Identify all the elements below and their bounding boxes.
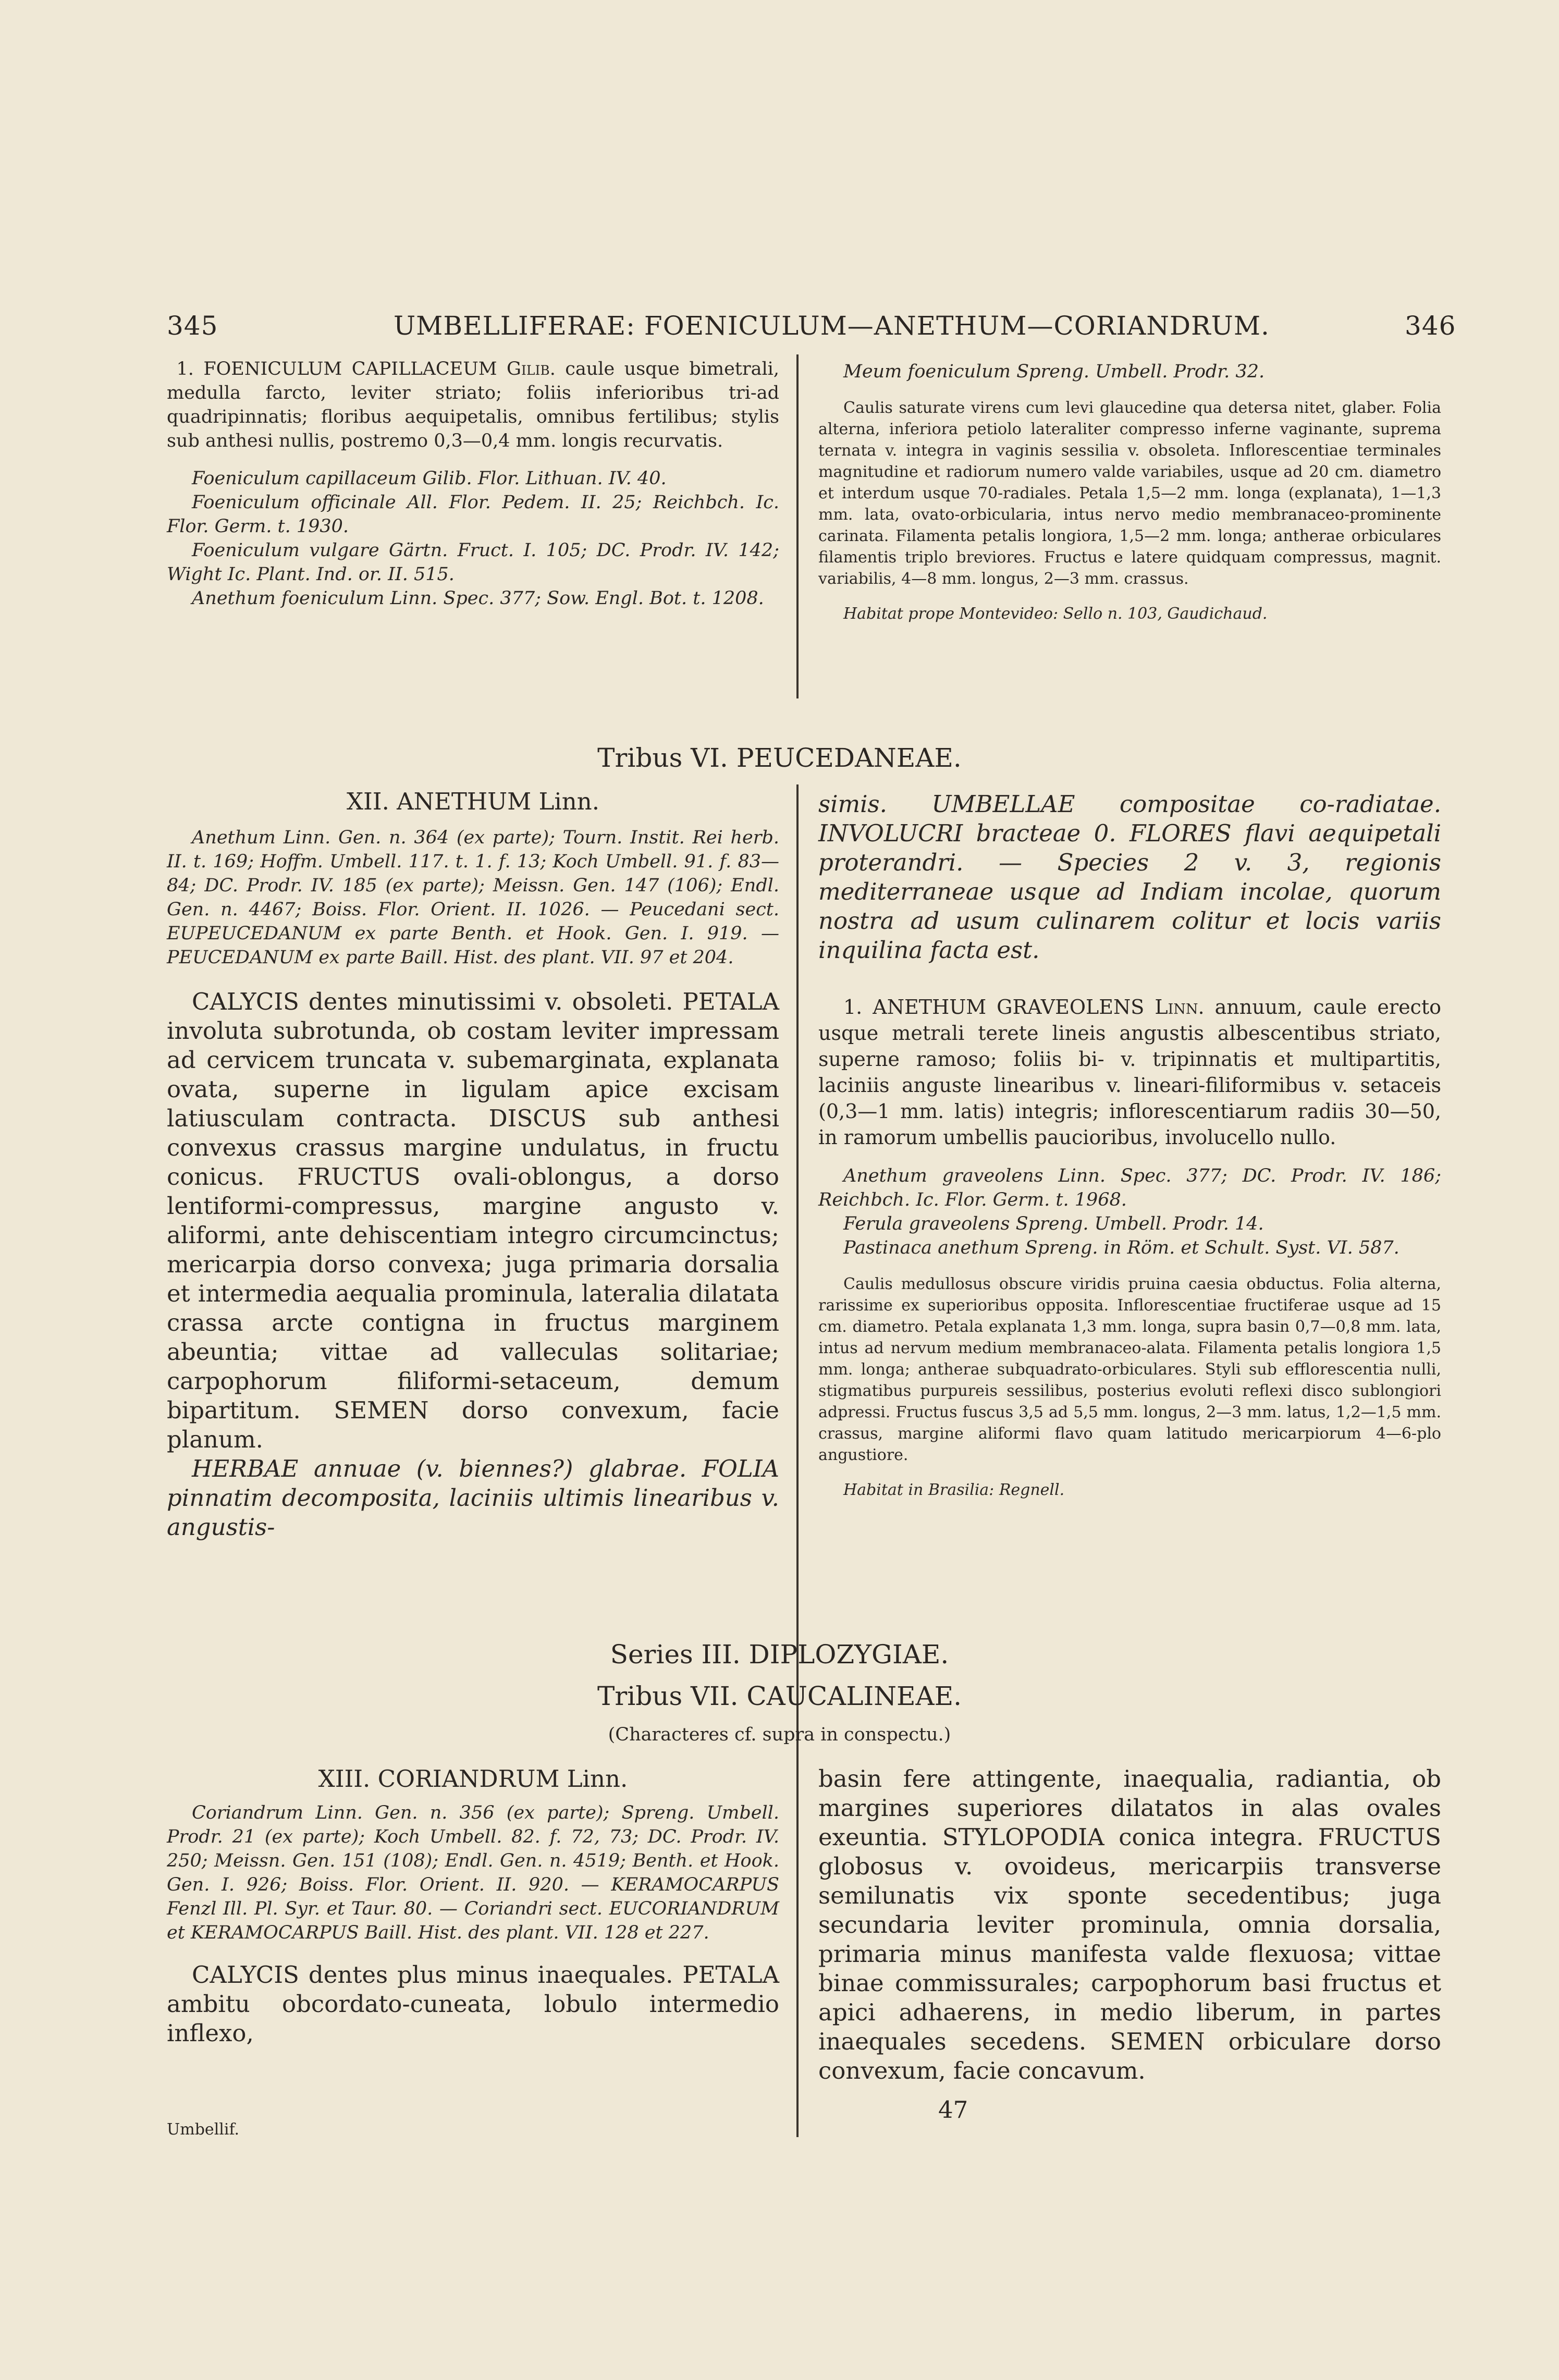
- page-number-left: 345: [167, 311, 218, 341]
- species-description: annuum, caule erecto usque metrali terete lineis angustis albescentibus striato, superne ramoso; foliis bi- v. tripinnatis et multipartitis, laciniis anguste linearibus v. lineari-filiformibus v. setaceis (0,3—1 mm. latis) integris; inflorescentiarum radiis 30—50, in ramorum umbellis paucioribus, involucello nullo.: [818, 996, 1441, 1149]
- genus-description: CALYCIS dentes minutissimi v. obsoleti. PETALA involuta subrotunda, ob costam leviter impressam ad cervicem truncata v. subemarginata, explanata ovata, superne in ligulam apice excisam latiusculam contracta. DISCUS sub anthesi convexus crassus margine undulatus, in fructu conicus. FRUCTUS ovali-oblongus, a dorso lentiformi-compressus, margine angusto v. aliformi, ante dehiscentiam integro circumcinctus; mericarpia dorso convexa; juga primaria dorsalia et intermedia aequalia prominula, lateralia dilatata crassa arcte contigna in fructus marginem abeuntia; vittae ad valleculas solitariae; carpophorum filiformi-setaceum, demum bipartitum. SEMEN dorso convexum, facie planum.: [167, 988, 779, 1453]
- synonym-ref: Foeniculum officinale All. Flor. Pedem. II. 25; Reichbch. Ic. Flor. Germ. t. 1930.: [167, 492, 779, 537]
- foeniculum-notes: [818, 360, 1441, 624]
- species-notes: Caulis medullosus obscure viridis pruina caesia obductus. Folia alterna, rarissime ex superioribus opposita. Inflorescentiae fructiferae usque ad 15 cm. diametro. Petala explanata 1,3 mm. longa, supra basin 0,7—0,8 mm. lata, intus ad nervum medium membranaceo-alata. Filamenta petalis longiora 1,5 mm. longa; antherae subquadrato-orbiculares. Styli sub efflorescentia nulli, stigmatibus purpureis sessilibus, posterius evoluti reflexi disco sublongiori adpressi. Fructus fuscus 3,5 ad 5,5 mm. longus, 2—3 mm. latus, 1,2—1,5 mm. crassus, margine aliformi flavo quam latitudo mericarpiorum 4—6-plo angustiore.: [818, 1275, 1441, 1464]
- tribus-heading: Tribus VII. CAUCALINEAE.: [597, 1681, 962, 1711]
- series-heading: Series III. DIPLOZYGIAE.: [610, 1639, 949, 1670]
- synonym-ref: Pastinaca anethum Spreng. in Röm. et Schult. Syst. VI. 587.: [843, 1237, 1400, 1258]
- genus-references: Coriandrum Linn. Gen. n. 356 (ex parte); Spreng. Umbell. Prodr. 21 (ex parte); Koch Umbell. 82. f. 72, 73; DC. Prodr. IV. 250; Meissn. Gen. 151 (108); Endl. Gen. n. 4519; Benth. et Hook. Gen. I. 926; Boiss. Flor. Orient. II. 920. — KERAMOCARPUS Fenzl Ill. Pl. Syr. et Taur. 80. — Coriandri sect. EUCORIANDRUM et KERAMOCARPUS Baill. Hist. des plant. VII. 128 et 227.: [167, 1802, 779, 1943]
- tribus-heading: Tribus VI. PEUCEDANEAE.: [597, 743, 962, 773]
- coriandrum-genus: [167, 1764, 779, 2048]
- synonym-ref: Foeniculum capillaceum Gilib. Flor. Lithuan. IV. 40.: [192, 468, 667, 489]
- species-name: 1. FOENICULUM CAPILLACEUM Gilib.: [176, 359, 556, 379]
- sheet-number: 47: [938, 2096, 968, 2124]
- synonym-ref: Foeniculum vulgare Gärtn. Fruct. I. 105; DC. Prodr. IV. 142; Wight Ic. Plant. Ind. or. II. 515.: [167, 540, 779, 585]
- running-title: UMBELLIFERAE: FOENICULUM—ANETHUM—CORIANDRUM.: [394, 311, 1270, 341]
- genus-description-continued: simis. UMBELLAE compositae co-radiatae. INVOLUCRI bracteae 0. FLORES flavi aequipetali proterandri. — Species 2 v. 3, regionis mediterraneae usque ad Indiam incolae, quorum nostra ad usum culinarem colitur et locis variis inquilina facta est.: [818, 790, 1441, 964]
- column-rule-bottom: [796, 1759, 799, 2137]
- page-number-right: 346: [1405, 311, 1456, 341]
- genus-description: CALYCIS dentes plus minus inaequales. PETALA ambitu obcordato-cuneata, lobulo intermedio inflexo,: [167, 1961, 779, 2047]
- species-description: caule usque bimetrali, medulla farcto, leviter striato; foliis inferioribus tri-ad quadripinnatis; floribus aequipetalis, omnibus fertilibus; stylis sub anthesi nullis, postremo 0,3—0,4 mm. longis recurvatis.: [167, 359, 779, 451]
- synonym-ref: Anethum graveolens Linn. Spec. 377; DC. Prodr. IV. 186; Reichbch. Ic. Flor. Germ. t. 1968.: [818, 1166, 1441, 1210]
- synonym-ref: Meum foeniculum Spreng. Umbell. Prodr. 32.: [843, 361, 1265, 382]
- characteres-note: (Characteres cf. supra in conspectu.): [608, 1724, 951, 1745]
- anethum-genus: [167, 787, 779, 1542]
- habitat-note: Habitat prope Montevideo: Sello n. 103, Gaudichaud.: [843, 605, 1268, 623]
- signature-mark: Umbellif.: [167, 2120, 240, 2139]
- habitat-note: Habitat in Brasilia: Regnell.: [843, 1481, 1065, 1499]
- synonym-ref: Ferula graveolens Spreng. Umbell. Prodr. 14.: [843, 1213, 1264, 1234]
- species-name: 1. ANETHUM GRAVEOLENS Linn.: [843, 996, 1205, 1019]
- genus-habit: HERBAE annuae (v. biennes?) glabrae. FOLIA pinnatim decomposita, laciniis ultimis linearibus v. angustis-: [167, 1455, 779, 1541]
- genus-title: XIII. CORIANDRUM Linn.: [318, 1765, 628, 1793]
- column-rule-top: [796, 354, 799, 698]
- coriandrum-description: [818, 1764, 1441, 2085]
- anethum-species: [818, 790, 1441, 1501]
- synonym-ref: Anethum foeniculum Linn. Spec. 377; Sow. Engl. Bot. t. 1208.: [192, 588, 764, 609]
- species-entry: [818, 994, 1441, 1150]
- genus-title: XII. ANETHUM Linn.: [346, 788, 600, 815]
- species-notes: Caulis saturate virens cum levi glaucedine qua detersa nitet, glaber. Folia alterna, inferiora petiolo lateraliter compresso inferne vaginante, suprema ternata v. integra in vaginis sessilia v. obsoleta. Inflorescentiae terminales magnitudine et radiorum numero valde variabiles, usque ad 20 cm. diametro et interdum usque 70-radiales. Petala 1,5—2 mm. longa (explanata), 1—1,3 mm. lata, ovato-orbicularia, intus nervo medio membranaceo-prominente carinata. Filamenta petalis longiora, 1,5—2 mm. longa; antherae orbiculares filamentis triplo breviores. Fructus e latere quidquam compressus, magnit. variabilis, 4—8 mm. longus, 2—3 mm. crassus.: [818, 399, 1441, 588]
- species-entry: [167, 357, 779, 453]
- foeniculum-section: [167, 357, 779, 610]
- genus-description-continued: basin fere attingente, inaequalia, radiantia, ob margines superiores dilatatos in alas ovales exeuntia. STYLOPODIA conica integra. FRUCTUS globosus v. ovoideus, mericarpiis transverse semilunatis vix sponte secedentibus; juga secundaria leviter prominula, omnia dorsalia, primaria minus manifesta valde flexuosa; vittae binae commissurales; carpophorum basi fructus et apici adhaerens, in medio liberum, in partes inaequales secedens. SEMEN orbiculare dorso convexum, facie concavum.: [818, 1765, 1441, 2084]
- genus-references: Anethum Linn. Gen. n. 364 (ex parte); Tourn. Instit. Rei herb. II. t. 169; Hoffm. Umbell. 117. t. 1. f. 13; Koch Umbell. 91. f. 83—84; DC. Prodr. IV. 185 (ex parte); Meissn. Gen. 147 (106); Endl. Gen. n. 4467; Boiss. Flor. Orient. II. 1026. — Peucedani sect. EUPEUCEDANUM ex parte Benth. et Hook. Gen. I. 919. — PEUCEDANUM ex parte Baill. Hist. des plant. VII. 97 et 204.: [167, 827, 779, 968]
